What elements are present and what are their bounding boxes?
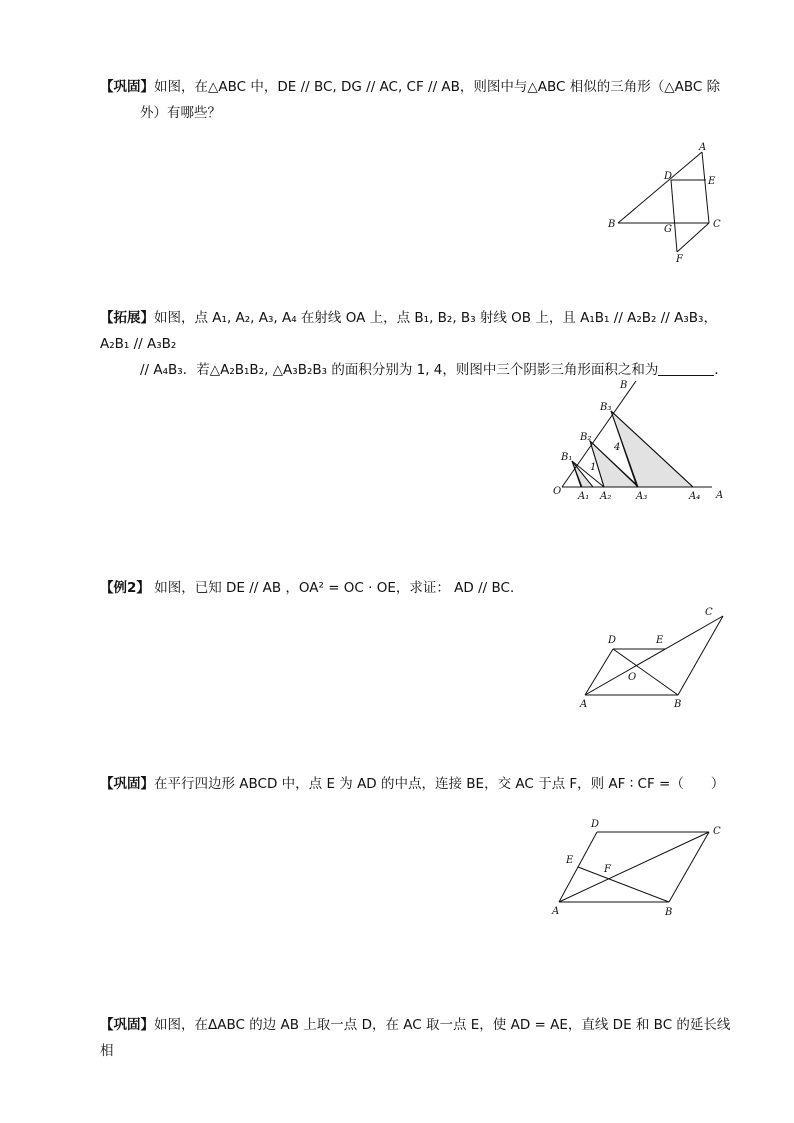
segment-ac [559,832,709,902]
label-a1: A₁ [578,491,590,502]
problem-5 [100,1012,740,1064]
label-b2: B₂ [580,432,592,443]
segment-bc [678,616,723,695]
segment-ab [618,152,702,223]
label-e: E [656,635,664,646]
figure-trapezoid [570,600,735,715]
answer-blank[interactable] [658,361,714,376]
segment-ac [702,152,709,223]
problem-text-line1: 在平行四边形 ABCD 中，点 E 为 AD 的中点，连接 BE，交 AC 于点 F，则 AF ∶ CF =（ ） [154,776,725,792]
label-b: B [674,699,682,710]
segment-ad [585,649,613,695]
label-area-1: 1 [590,462,597,473]
label-area-4: 4 [614,442,621,453]
label-b3: B₃ [600,402,612,413]
label-b1: B₁ [561,452,573,463]
problem-text-line1: 如图，在△ABC 中，DE // BC, DG // AC, CF // AB，则图中与△ABC 相似的三角形（△ABC 除 [154,79,721,95]
label-c: C [705,607,713,618]
problem-text-line2: 外）有哪些？ [140,105,221,121]
problem-text-line1: 如图，在ΔABC 的边 AB 上取一点 D，在 AC 取一点 E，使 AD = AE，直线 DE 和 BC 的延长线相 [100,1017,731,1059]
problem-tag: 【拓展】 [100,310,154,326]
problem-text-line1: 如图，点 A₁, A₂, A₃, A₄ 在射线 OA 上，点 B₁, B₂, B₃ 射线 OB 上，且 A₁B₁ // A₂B₂ // A₃B₃， A₂B₁ // A₃B₂ [100,310,717,352]
label-f: F [676,254,683,265]
figure-triangle-abc [600,140,730,265]
label-c: C [713,826,721,837]
label-a: A [699,142,707,153]
segment-cf [677,223,709,252]
label-a2: A₂ [600,491,612,502]
problem-4 [100,771,740,797]
problem-tag: 【巩固】 [100,1017,154,1033]
label-d: D [591,819,600,830]
problem-tag: 【巩固】 [100,776,154,792]
label-c: C [713,219,721,230]
figure-parallelogram [545,815,730,920]
label-o: O [628,672,637,683]
label-b: B [665,907,673,918]
problem-tag: 【例2】 [100,580,150,596]
problem-1 [100,74,740,126]
segment-ac [585,616,723,695]
label-a3: A₃ [636,491,648,502]
label-e: E [708,176,716,187]
label-o: O [553,486,562,497]
label-b: B [608,219,616,230]
label-e: E [566,855,574,866]
label-d: D [608,635,617,646]
segment-dg [671,180,677,252]
problem-text-line1: 如图，已知 DE // AB ，OA² = OC · OE，求证： AD // BC． [149,580,524,596]
label-b: B [620,380,628,391]
problem-text-line2a: // A₄B₃．若△A₂B₁B₂, △A₃B₂B₃ 的面积分别为 1, 4，则图中三个阴影三角形面积之和为 [140,362,659,378]
label-a: A [716,490,724,501]
label-d: D [664,171,673,182]
segment-bc [669,832,709,902]
label-f: F [604,864,611,875]
problem-text-line2b: ． [714,362,728,378]
label-a: A [552,906,560,917]
label-a4: A₄ [689,491,701,502]
label-a: A [580,699,588,710]
segment-db [613,649,678,695]
problem-2 [100,305,740,383]
problem-3 [100,575,740,601]
problem-tag: 【巩固】 [100,79,154,95]
label-g: G [664,224,672,235]
figure-rays [550,378,730,503]
